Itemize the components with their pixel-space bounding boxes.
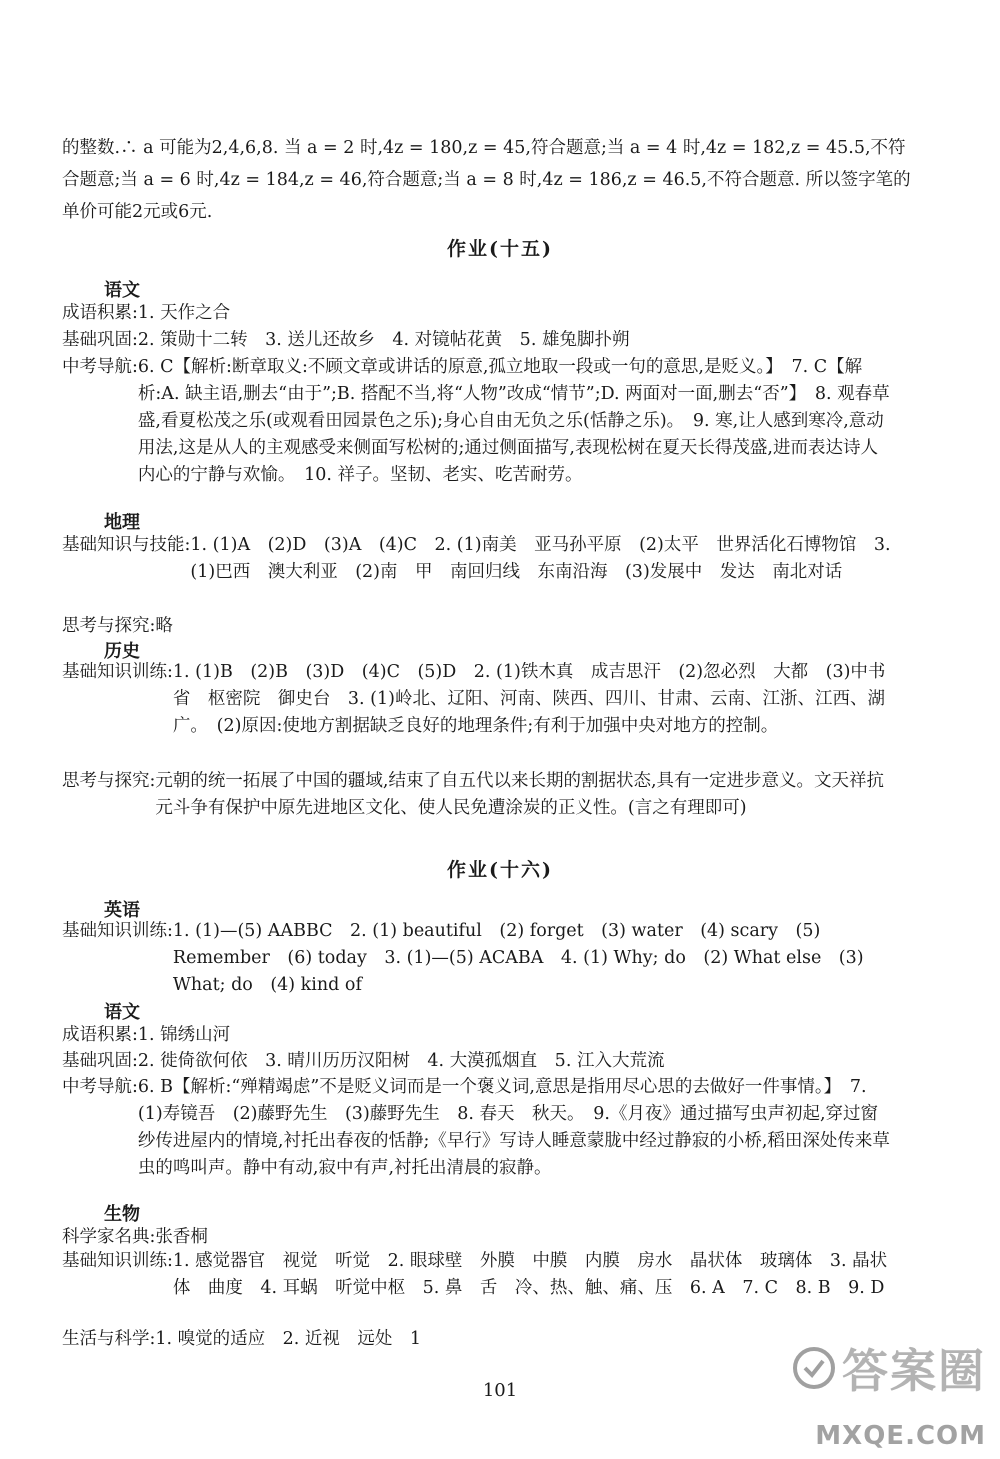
- item-text: 1. 嗅觉的适应 2. 近视 远处 1: [155, 1329, 422, 1349]
- item-label: 成语积累:: [62, 1025, 138, 1045]
- page-number: 101: [482, 1380, 518, 1401]
- hw16-biology-item: [62, 1224, 892, 1251]
- item-label: 基础巩固:: [62, 330, 138, 350]
- watermark-text: 答案圈: [842, 1344, 986, 1398]
- item-label: 成语积累:: [62, 303, 138, 323]
- hw16-chinese-item: [62, 1074, 892, 1182]
- item-label: 思考与探究:: [62, 771, 156, 791]
- item-text: 2. 策勋十二转 3. 送儿还故乡 4. 对镜帖花黄 5. 雄兔脚扑朔: [137, 330, 630, 350]
- hw15-geography-subject: 地理: [104, 512, 140, 533]
- hw15-chinese-item: [62, 300, 892, 327]
- item-label: 中考导航:: [62, 357, 138, 377]
- item-label: 基础巩固:: [62, 1051, 138, 1071]
- hw15-history-item: [62, 659, 892, 740]
- watermark: [776, 1333, 986, 1451]
- item-label: 基础知识训练:: [62, 921, 173, 941]
- hw16-biology-subject: 生物: [104, 1204, 140, 1225]
- hw16-biology-item: [62, 1248, 892, 1302]
- hw15-title: 作业(十五): [447, 238, 553, 260]
- item-text: 元朝的统一拓展了中国的疆域,结束了自五代以来长期的割据状态,具有一定进步意义。文天祥抗元斗争有保护中原先进地区文化、使人民免遭涂炭的正义性。(言之有理即可): [155, 771, 885, 818]
- hw16-english-item: [62, 918, 892, 999]
- item-text: 6. C【解析:断章取义:不顾文章或讲话的原意,孤立地取一段或一句的意思,是贬义。】 7. C【解析:A. 缺主语,删去“由于”;B. 搭配不当,将“人物”改成“情节”;D. 两面对一面,删去“否”】 8. 观春草盛,看夏松茂之乐(或观看田园景色之乐);身心自由无负之乐(恬静之乐)。 9. 寒,让人感到寒冷,意动用法,这是从人的主观感受来侧面写松树的;通过侧面描写,表现松树在夏天长得茂盛,进而表达诗人内心的宁静与欢愉。 10. 祥子。坚韧、老实、吃苦耐劳。: [137, 357, 890, 485]
- hw15-geography-item: [62, 613, 892, 640]
- hw16-chinese-item: [62, 1022, 892, 1049]
- item-text: 张香桐: [155, 1227, 208, 1247]
- item-text: 2. 徙倚欲何依 3. 晴川历历汉阳树 4. 大漠孤烟直 5. 江入大荒流: [137, 1051, 665, 1071]
- item-text: 6. B【解析:“殚精竭虑”不是贬义词而是一个褒义词,意思是指用尽心思的去做好一件事情。】 7. (1)寿镜吾 (2)藤野先生 (3)藤野先生 8. 春天 秋天。 9.《月夜》通过描写虫声初起,穿过窗纱传进屋内的情境,衬托出春夜的恬静;《早行》写诗人睡意蒙胧中经过静寂的小桥,稻田深处传来草虫的鸣叫声。静中有动,寂中有声,衬托出清晨的寂静。: [137, 1077, 890, 1178]
- hw16-biology-item: [62, 1326, 892, 1353]
- hw15-chinese-item: [62, 327, 892, 354]
- item-label: 基础知识与技能:: [62, 535, 191, 555]
- item-text: 略: [155, 616, 173, 636]
- watermark-url: MXQE.COM: [815, 1421, 986, 1451]
- item-label: 中考导航:: [62, 1077, 138, 1097]
- hw16-english-subject: 英语: [104, 900, 140, 921]
- item-text: 1. (1)B (2)B (3)D (4)C (5)D 2. (1)铁木真 成吉思汗 (2)忽必烈 大都 (3)中书省 枢密院 御史台 3. (1)岭北、辽阳、河南、陕西、四川、甘肃、云南、江浙、江西、湖广。 (2)原因:使地方割据缺乏良好的地理条件;有利于加强中央对地方的控制。: [172, 662, 886, 736]
- hw15-history-subject: 历史: [104, 641, 140, 662]
- item-text: 1. 天作之合: [137, 303, 231, 323]
- item-text: 1. (1)—(5) AABBC 2. (1) beautiful (2) forget (3) water (4) scary (5) Remember (6) today 3. (1)—(5) ACABA 4. (1) Why; do (2) What else (3) What; do (4) kind of: [172, 921, 864, 995]
- intro-paragraph: 的整数.∴ a 可能为2,4,6,8. 当 a = 2 时,4z = 180,z = 45,符合题意;当 a = 4 时,4z = 182,z = 45.5,不符合题意;当 a = 6 时,4z = 184,z = 46,符合题意;当 a = 8 时,4z = 186,z = 46.5,不符合题意. 所以签字笔的单价可能2元或6元.: [62, 138, 911, 222]
- hw15-chinese-item: [62, 354, 892, 489]
- item-text: 1. 感觉器官 视觉 听觉 2. 眼球壁 外膜 中膜 内膜 房水 晶状体 玻璃体 3. 晶状体 曲度 4. 耳蜗 听觉中枢 5. 鼻 舌 冷、热、触、痛、压 6. A 7. C 8. B 9. D: [172, 1251, 888, 1298]
- item-label: 基础知识训练:: [62, 662, 173, 682]
- hw15-chinese-subject: 语文: [104, 280, 140, 301]
- item-text: 1. 锦绣山河: [137, 1025, 231, 1045]
- hw15-geography-item: [62, 532, 892, 586]
- hw16-chinese-subject: 语文: [104, 1002, 140, 1023]
- hw16-chinese-item: [62, 1048, 892, 1075]
- item-label: 思考与探究:: [62, 616, 156, 636]
- item-label: 科学家名典:: [62, 1227, 156, 1247]
- item-label: 生活与科学:: [62, 1329, 156, 1349]
- hw16-title: 作业(十六): [447, 859, 553, 881]
- item-text: 1. (1)A (2)D (3)A (4)C 2. (1)南美 亚马孙平原 (2)太平 世界活化石博物馆 3. (1)巴西 澳大利亚 (2)南 甲 南回归线 东南沿海 (3)发展中 发达 南北对话: [190, 535, 891, 582]
- item-label: 基础知识训练:: [62, 1251, 173, 1271]
- hw15-history-item: [62, 768, 892, 822]
- watermark-badge-icon: [792, 1346, 836, 1390]
